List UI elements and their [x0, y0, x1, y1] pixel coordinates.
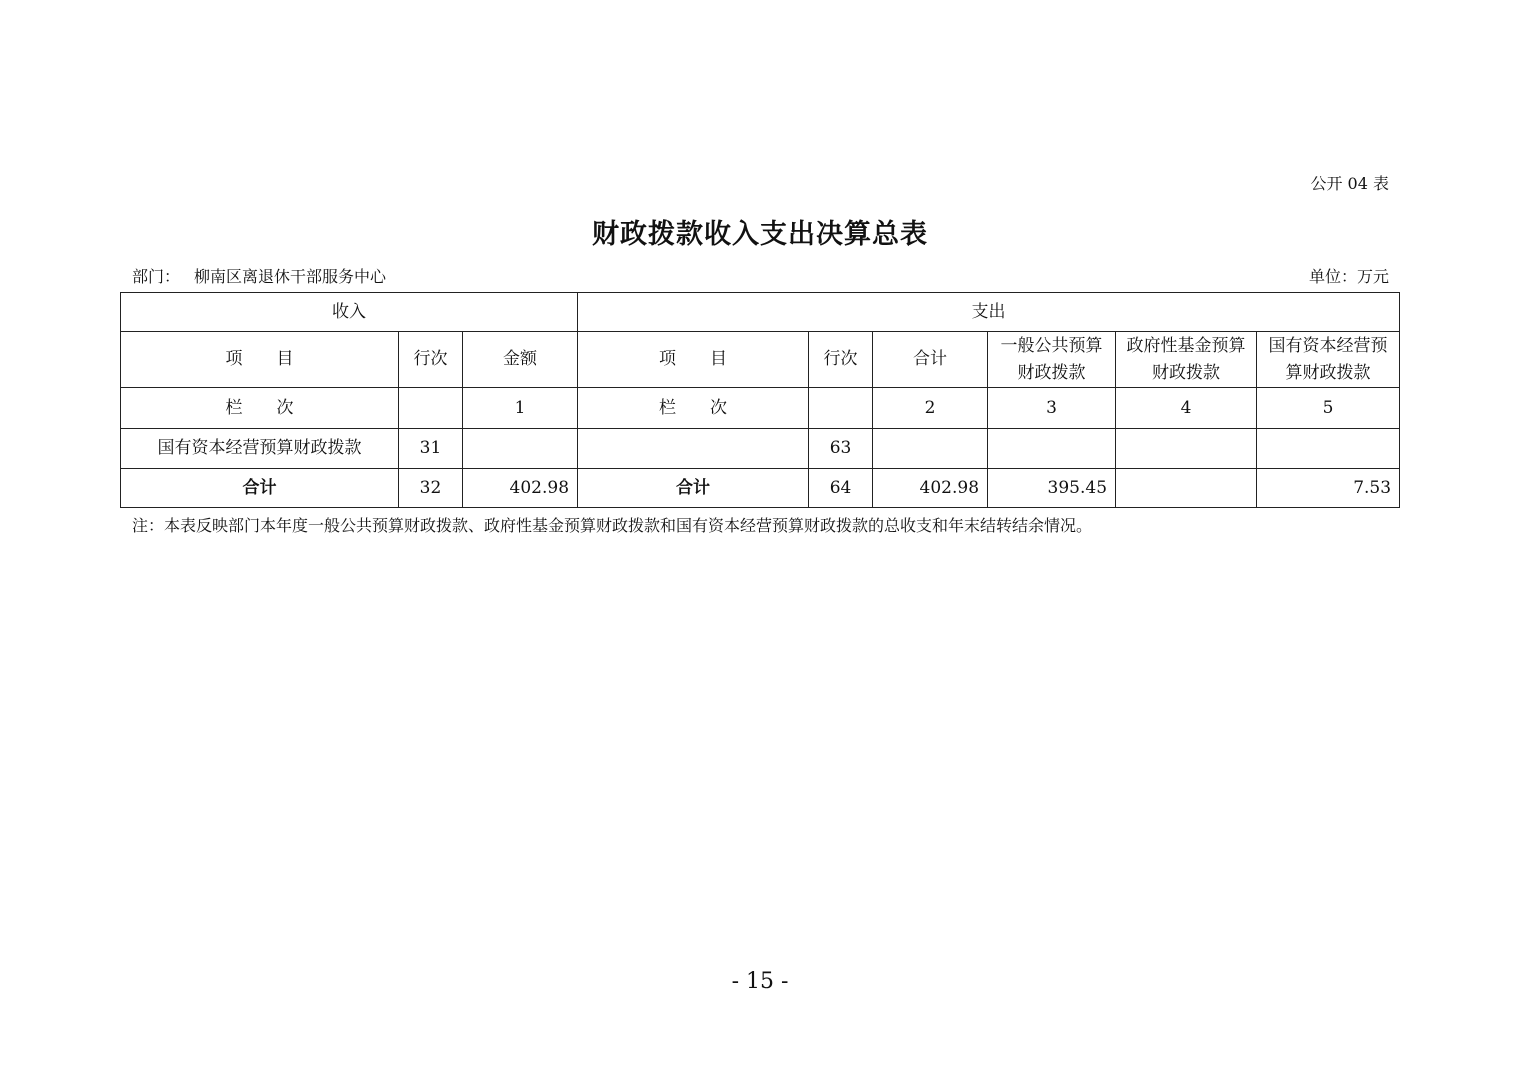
cell-general-budget	[988, 429, 1116, 469]
column-header-row	[121, 332, 1400, 388]
total-total: 402.98	[873, 469, 988, 508]
index-empty	[399, 388, 463, 429]
col-expense-item: 项 目	[578, 332, 809, 388]
col-expense-row-no: 行次	[809, 332, 873, 388]
index-label: 栏 次	[121, 388, 399, 429]
col-income-item: 项 目	[121, 332, 399, 388]
cell-state-capital	[1257, 429, 1400, 469]
col-general-budget: 一般公共预算财政拨款	[988, 332, 1116, 388]
cell-total	[873, 429, 988, 469]
group-header-row	[121, 293, 1400, 332]
index-exp-label: 栏 次	[578, 388, 809, 429]
col-state-capital: 国有资本经营预算财政拨款	[1257, 332, 1400, 388]
total-item: 合计	[121, 469, 399, 508]
table-note: 注：本表反映部门本年度一般公共预算财政拨款、政府性基金预算财政拨款和国有资本经营预算财政拨款的总收支和年末结转结余情况。	[132, 516, 1093, 535]
cell-item: 国有资本经营预算财政拨款	[121, 429, 399, 469]
form-code: 公开 04 表	[1310, 174, 1389, 193]
cell-exp-row-no: 63	[809, 429, 873, 469]
department-name: 柳南区离退休干部服务中心	[194, 267, 387, 286]
total-gov-fund	[1116, 469, 1257, 508]
cell-exp-item	[578, 429, 809, 469]
cell-gov-fund	[1116, 429, 1257, 469]
expense-group-header: 支出	[578, 293, 1400, 332]
department-label: 部门：	[132, 267, 181, 286]
total-state-capital: 7.53	[1257, 469, 1400, 508]
table-row	[121, 429, 1400, 469]
income-group-header: 收入	[121, 293, 578, 332]
index-general-budget: 3	[988, 388, 1116, 429]
column-index-row	[121, 388, 1400, 429]
page-title: 财政拨款收入支出决算总表	[592, 219, 928, 250]
col-gov-fund: 政府性基金预算财政拨款	[1116, 332, 1257, 388]
index-amount: 1	[463, 388, 578, 429]
index-gov-fund: 4	[1116, 388, 1257, 429]
col-income-row-no: 行次	[399, 332, 463, 388]
index-state-capital: 5	[1257, 388, 1400, 429]
col-income-amount: 金额	[463, 332, 578, 388]
unit-label: 单位：万元	[1308, 267, 1389, 286]
total-amount: 402.98	[463, 469, 578, 508]
page-number: - 15 -	[731, 969, 789, 994]
department-line	[132, 264, 386, 287]
total-row	[121, 469, 1400, 508]
cell-row-no: 31	[399, 429, 463, 469]
total-exp-row-no: 64	[809, 469, 873, 508]
index-total: 2	[873, 388, 988, 429]
total-general-budget: 395.45	[988, 469, 1116, 508]
fiscal-summary-table	[120, 292, 1400, 508]
index-exp-empty	[809, 388, 873, 429]
cell-amount	[463, 429, 578, 469]
total-exp-item: 合计	[578, 469, 809, 508]
col-expense-total: 合计	[873, 332, 988, 388]
total-row-no: 32	[399, 469, 463, 508]
